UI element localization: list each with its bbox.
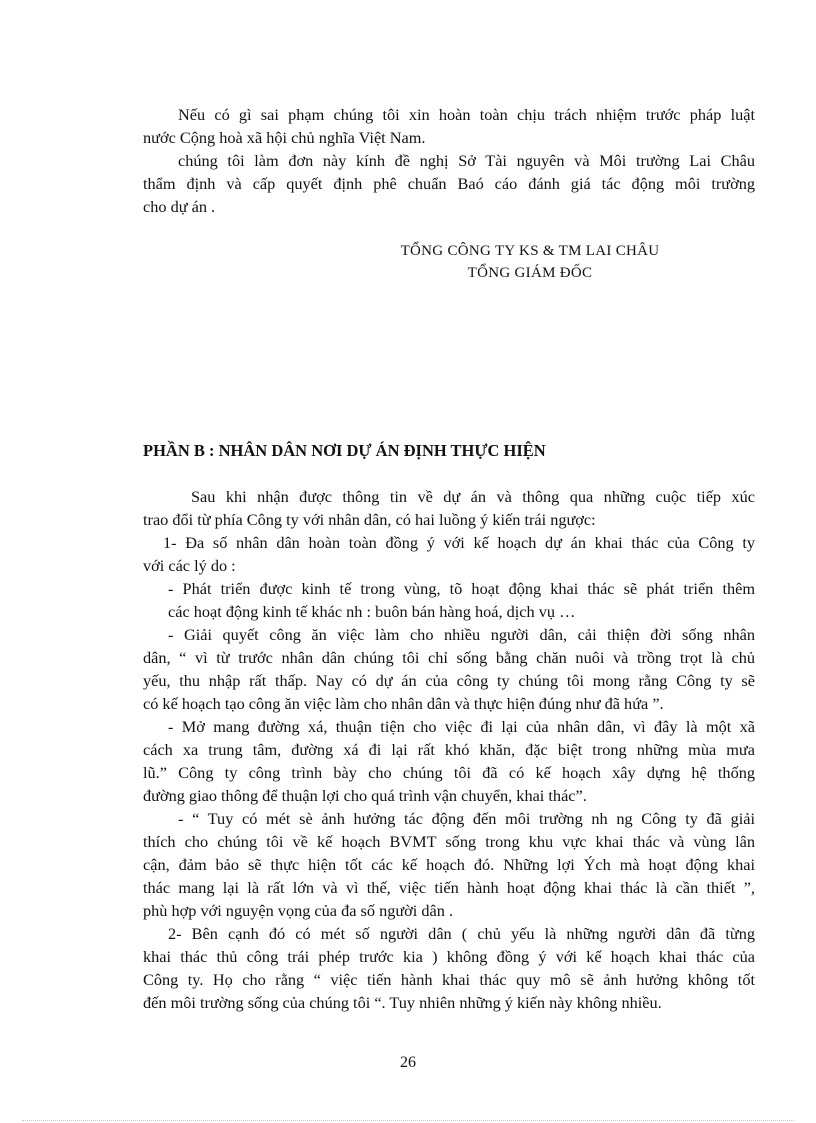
reason2-line2: dân, “ vì từ trước nhân dân chúng tôi chỉ sống bằng chăn nuôi và trồng trọt là chủ (143, 648, 755, 667)
page-number: 26 (400, 1054, 416, 1071)
paragraph1-line2: nước Cộng hoà xã hội chủ nghĩa Việt Nam. (143, 128, 426, 147)
point1-line1: 1- Đa số nhân dân hoàn toàn đồng ý với kế hoạch dự án khai thác của Công ty (163, 533, 755, 552)
paragraph2-line1: chúng tôi làm đơn này kính đề nghị Sở Tài nguyên và Môi trường Lai Châu (178, 151, 755, 170)
point1-line2: với các lý do : (143, 556, 236, 575)
reason4-line5: phù hợp với nguyện vọng của đa số người dân . (143, 901, 454, 920)
reason1-line1: - Phát triển được kinh tế trong vùng, tõ hoạt động khai thác sẽ phát triển thêm (168, 579, 755, 598)
point2-line4: đến môi trường sống của chúng tôi “. Tuy nhiên những ý kiến này không nhiều. (143, 993, 662, 1012)
intro-line1: Sau khi nhận được thông tin về dự án và thông qua những cuộc tiếp xúc (191, 487, 755, 506)
reason3-line1: - Mở mang đường xá, thuận tiện cho việc đi lại của nhân dân, vì đây là một xã (168, 717, 755, 736)
point2-line3: Công ty. Họ cho rằng “ việc tiến hành khai thác quy mô sẽ ảnh hưởng không tốt (143, 970, 755, 989)
reason2-line1: - Giải quyết công ăn việc làm cho nhiều người dân, cải thiện đời sống nhân (168, 625, 755, 644)
signature-company: TỔNG CÔNG TY KS & TM LAI CHÂU (400, 243, 660, 259)
intro-line2: trao đổi từ phía Công ty với nhân dân, có hai luồng ý kiến trái ngược: (143, 510, 596, 529)
paragraph1-line1: Nếu có gì sai phạm chúng tôi xin hoàn toàn chịu trách nhiệm trước pháp luật (178, 105, 755, 124)
reason2-line4: có kế hoạch tạo công ăn việc làm cho nhân dân và thực hiện đúng như đã hứa ”. (143, 694, 664, 713)
point2-line1: 2- Bên cạnh đó có mét số người dân ( chủ yếu là những người dân đã từng (168, 924, 755, 943)
paragraph2-line2: thẩm định và cấp quyết định phê chuẩn Baó cáo đánh giá tác động môi trường (143, 174, 755, 193)
reason3-line4: đường giao thông để thuận lợi cho quá trình vận chuyển, khai thác”. (143, 786, 587, 805)
page-bottom-divider (22, 1120, 794, 1121)
section-heading: PHẦN B : NHÂN DÂN NƠI DỰ ÁN ĐỊNH THỰC HIỆN (143, 441, 546, 460)
reason4-line4: thác mang lại là rất lớn và vì thế, việc tiến hành hoạt động khai thác là cần thiết ”, (143, 878, 755, 897)
paragraph2-line3: cho dự án . (143, 197, 216, 216)
reason4-line1: - “ Tuy có mét sè ảnh hưởng tác động đến môi trường nh ng Công ty đã giải (178, 809, 755, 828)
reason3-line3: lũ.” Công ty công trình bày cho chúng tôi đã có kế hoạch xây dựng hệ thống (143, 763, 755, 782)
reason2-line3: yếu, thu nhập rất thấp. Nay có dự án của công ty chúng tôi mong rằng Công ty sẽ (143, 671, 755, 690)
reason1-line2: các hoạt động kinh tế khác nh : buôn bán hàng hoá, dịch vụ … (168, 602, 576, 621)
point2-line2: khai thác thủ công trái phép trước kia ) không đồng ý với kế hoạch khai thác của (143, 947, 755, 966)
reason3-line2: cách xa trung tâm, đường xá đi lại rất khó khăn, đặc biệt trong những mùa mưa (143, 740, 755, 759)
reason4-line3: cận, đảm bảo sẽ thực hiện tốt các kế hoạch đó. Những lợi Ých mà hoạt động khai (143, 855, 755, 874)
signature-title: TỔNG GIÁM ĐỐC (467, 265, 593, 281)
reason4-line2: thích cho chúng tôi về kế hoạch BVMT sống trong khu vực khai thác và vùng lân (143, 832, 755, 851)
